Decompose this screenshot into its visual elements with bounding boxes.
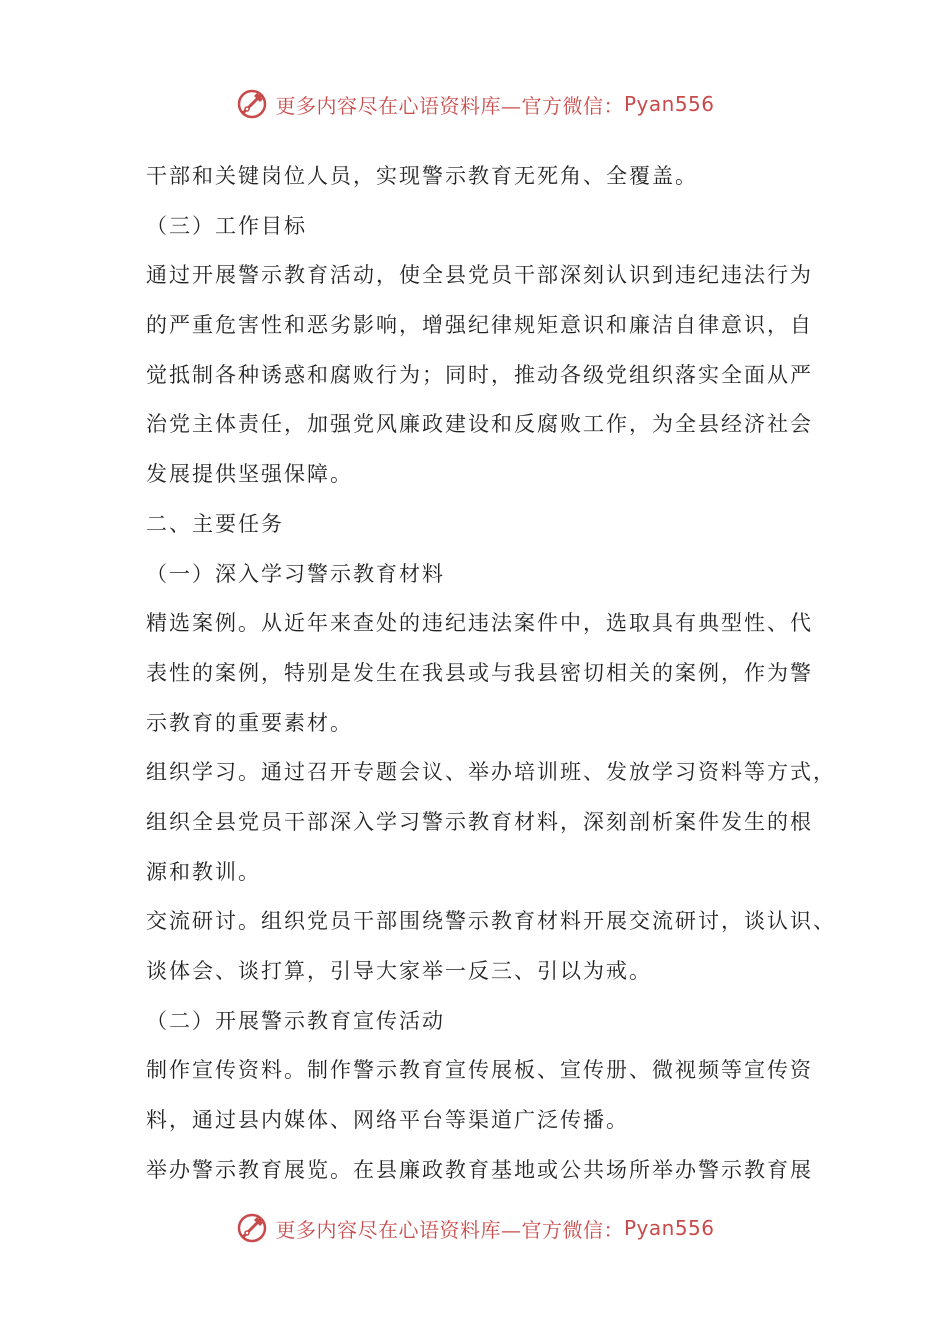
text-line: 发展提供坚强保障。	[146, 462, 353, 487]
text-line: 谈体会、谈打算，引导大家举一反三、引以为戒。	[146, 959, 652, 983]
text-line: 精选案例。从近年来查处的违纪违法案件中，选取具有典型性、代	[146, 611, 813, 636]
pen-logo-icon	[235, 1211, 269, 1245]
pen-logo-icon	[235, 87, 269, 121]
text-line: 的严重危害性和恶劣影响，增强纪律规矩意识和廉洁自律意识，自	[146, 313, 813, 338]
section-heading: （一）深入学习警示教育材料	[146, 561, 445, 586]
text-line: 举办警示教育展览。在县廉政教育基地或公共场所举办警示教育展	[146, 1157, 813, 1182]
section-heading: 二、主要任务	[146, 511, 284, 536]
text-line: 治党主体责任，加强党风廉政建设和反腐败工作，为全县经济社会	[146, 412, 813, 437]
text-line: 干部和关键岗位人员，实现警示教育无死角、全覆盖。	[146, 164, 698, 188]
footer-watermark	[0, 1206, 950, 1250]
text-line: 通过开展警示教育活动，使全县党员干部深刻认识到违纪违法行为	[146, 263, 813, 288]
section-heading: （三）工作目标	[146, 213, 307, 238]
text-line: 源和教训。	[146, 859, 261, 884]
text-line: 组织全县党员干部深入学习警示教育材料，深刻剖析案件发生的根	[146, 809, 813, 834]
text-line: 表性的案例，特别是发生在我县或与我县密切相关的案例，作为警	[146, 660, 813, 685]
document-body	[146, 152, 836, 1195]
text-line: 示教育的重要素材。	[146, 710, 353, 735]
text-line: 制作宣传资料。制作警示教育宣传展板、宣传册、微视频等宣传资	[146, 1058, 813, 1083]
watermark-text: 更多内容尽在心语资料库—官方微信：	[275, 1217, 624, 1242]
watermark-text: 更多内容尽在心语资料库—官方微信：	[275, 93, 624, 118]
text-line: 料，通过县内媒体、网络平台等渠道广泛传播。	[146, 1108, 629, 1133]
watermark-id: Pyan556	[623, 1216, 715, 1240]
text-line: 组织学习。通过召开专题会议、举办培训班、发放学习资料等方式，	[146, 760, 836, 785]
header-watermark	[0, 82, 950, 126]
text-line: 觉抵制各种诱惑和腐败行为；同时，推动各级党组织落实全面从严	[146, 362, 813, 387]
section-heading: （二）开展警示教育宣传活动	[146, 1008, 445, 1033]
text-line: 交流研讨。组织党员干部围绕警示教育材料开展交流研讨，谈认识、	[146, 909, 836, 934]
watermark-id: Pyan556	[623, 92, 715, 116]
